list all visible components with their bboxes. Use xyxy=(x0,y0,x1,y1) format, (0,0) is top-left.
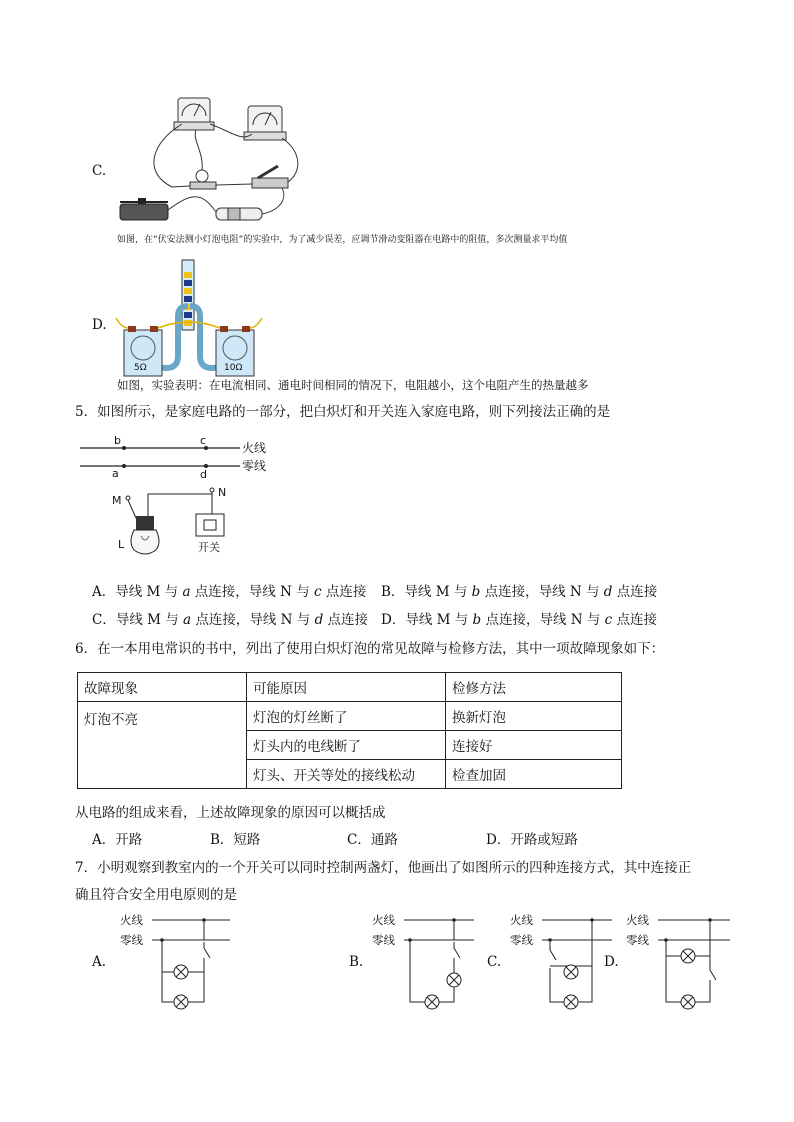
lamp-l-label: L xyxy=(118,538,125,551)
neutral-label: 零线 xyxy=(120,933,143,947)
opt-pre: B．导线 M 与 xyxy=(381,584,472,600)
table-header: 可能原因 xyxy=(247,673,446,702)
q7-stem-line1: 7．小明观察到教室内的一个开关可以同时控制两盏灯，他画出了如图所示的四种连接方式，其中连接正 xyxy=(75,860,692,876)
table-cell-symptom: 灯泡不亮 xyxy=(78,702,247,789)
q4-option-c-caption: 如图，在“伏安法测小灯泡电阻”的实验中，为了减少误差，应调节滑动变阻器在电路中的阻值，多次测量求平均值 xyxy=(117,235,568,245)
q6-stem: 6．在一本用电常识的书中，列出了使用白炽灯泡的常见故障与检修方法，其中一项故障现象如下： xyxy=(75,641,665,657)
opt-var1: a xyxy=(182,584,191,600)
q6-option-a[interactable]: A．开路 xyxy=(92,832,143,848)
switch-label: 开关 xyxy=(198,541,220,554)
q7-label-c[interactable]: C. xyxy=(487,954,502,970)
table-row xyxy=(78,702,622,731)
opt-var2: d xyxy=(314,612,324,628)
knife-switch-icon xyxy=(252,166,288,188)
table-cell: 换新灯泡 xyxy=(446,702,622,731)
point-c-label: c xyxy=(200,434,207,447)
live-label: 火线 xyxy=(372,913,395,927)
opt-var1: b xyxy=(472,612,482,628)
household-circuit-figure xyxy=(78,430,278,558)
q4-option-d-caption: 如图，实验表明：在电流相同、通电时间相同的情况下，电阻越小，这个电阻产生的热量越多 xyxy=(117,378,589,392)
table-cell: 灯头内的电线断了 xyxy=(247,731,446,760)
u-tube-liquid-icon xyxy=(184,272,192,326)
q7-stem-line2: 确且符合安全用电原则的是 xyxy=(75,887,237,903)
opt-mid: 点连接，导线 N 与 xyxy=(190,584,314,600)
wall-switch-icon xyxy=(196,514,224,536)
opt-post: 点连接 xyxy=(321,584,367,600)
q4-option-d-label: D. xyxy=(92,317,107,333)
q6-option-b[interactable]: B．短路 xyxy=(210,832,261,848)
neutral-label: 零线 xyxy=(372,933,395,947)
light-bulb-icon xyxy=(131,516,159,554)
opt-post: 点连接 xyxy=(323,612,369,628)
resistor-10-label: 10Ω xyxy=(224,363,243,373)
opt-var2: c xyxy=(314,584,322,600)
q5-stem: 5．如图所示，是家庭电路的一部分，把白炽灯和开关连入家庭电路，则下列接法正确的是 xyxy=(75,404,611,420)
opt-post: 点连接 xyxy=(612,612,658,628)
q5-option-d[interactable] xyxy=(381,611,657,629)
opt-var1: a xyxy=(183,612,192,628)
q6-after: 从电路的组成来看，上述故障现象的原因可以概括成 xyxy=(75,805,386,821)
circuit-d-figure xyxy=(624,906,736,1014)
live-wire-label: 火线 xyxy=(242,441,267,455)
circuit-c-figure xyxy=(508,906,618,1014)
opt-mid: 点连接，导线 N 与 xyxy=(191,612,315,628)
neutral-wire-label: 零线 xyxy=(242,459,267,473)
point-d-label: d xyxy=(200,468,207,481)
table-cell: 灯泡的灯丝断了 xyxy=(247,702,446,731)
q7-label-a[interactable]: A. xyxy=(92,954,107,970)
opt-var2: d xyxy=(603,584,613,600)
q5-option-c[interactable] xyxy=(92,611,368,629)
wire-m-label: M xyxy=(112,494,122,507)
q6-option-c[interactable]: C．通路 xyxy=(347,832,398,848)
rheostat-icon xyxy=(120,198,168,220)
table-cell: 检查加固 xyxy=(446,760,622,789)
circuit-b-figure xyxy=(370,906,480,1014)
q5-option-b[interactable] xyxy=(381,583,657,601)
opt-pre: C．导线 M 与 xyxy=(92,612,184,628)
live-label: 火线 xyxy=(626,913,649,927)
q7-label-b[interactable]: B. xyxy=(349,954,364,970)
opt-mid: 点连接，导线 N 与 xyxy=(480,584,604,600)
table-cell: 灯头、开关等处的接线松动 xyxy=(247,760,446,789)
joule-heat-figure xyxy=(114,256,264,378)
live-label: 火线 xyxy=(510,913,533,927)
point-a-label: a xyxy=(112,467,119,480)
opt-pre: D．导线 M 与 xyxy=(381,612,473,628)
circuit-a-figure xyxy=(118,906,248,1014)
neutral-label: 零线 xyxy=(626,933,649,947)
q4-option-c-label: C. xyxy=(92,163,107,179)
table-header: 检修方法 xyxy=(446,673,622,702)
table-header: 故障现象 xyxy=(78,673,247,702)
q6-option-d[interactable]: D．开路或短路 xyxy=(486,832,578,848)
battery-icon xyxy=(216,208,262,220)
neutral-label: 零线 xyxy=(510,933,533,947)
live-label: 火线 xyxy=(120,913,143,927)
table-header-row xyxy=(78,673,622,702)
opt-pre: A．导线 M 与 xyxy=(92,584,183,600)
opt-var2: c xyxy=(604,612,613,628)
opt-mid: 点连接，导线 N 与 xyxy=(481,612,605,628)
table-cell: 连接好 xyxy=(446,731,622,760)
volt-ammeter-circuit-figure xyxy=(112,92,312,230)
q7-label-d[interactable]: D. xyxy=(604,954,619,970)
q5-option-a[interactable] xyxy=(92,583,366,601)
opt-post: 点连接 xyxy=(612,584,658,600)
bulb-holder-icon xyxy=(190,170,216,189)
resistor-5-label: 5Ω xyxy=(134,363,147,373)
fault-table xyxy=(77,672,622,789)
opt-var1: b xyxy=(471,584,481,600)
wire-n-label: N xyxy=(218,486,227,499)
point-b-label: b xyxy=(114,434,121,447)
